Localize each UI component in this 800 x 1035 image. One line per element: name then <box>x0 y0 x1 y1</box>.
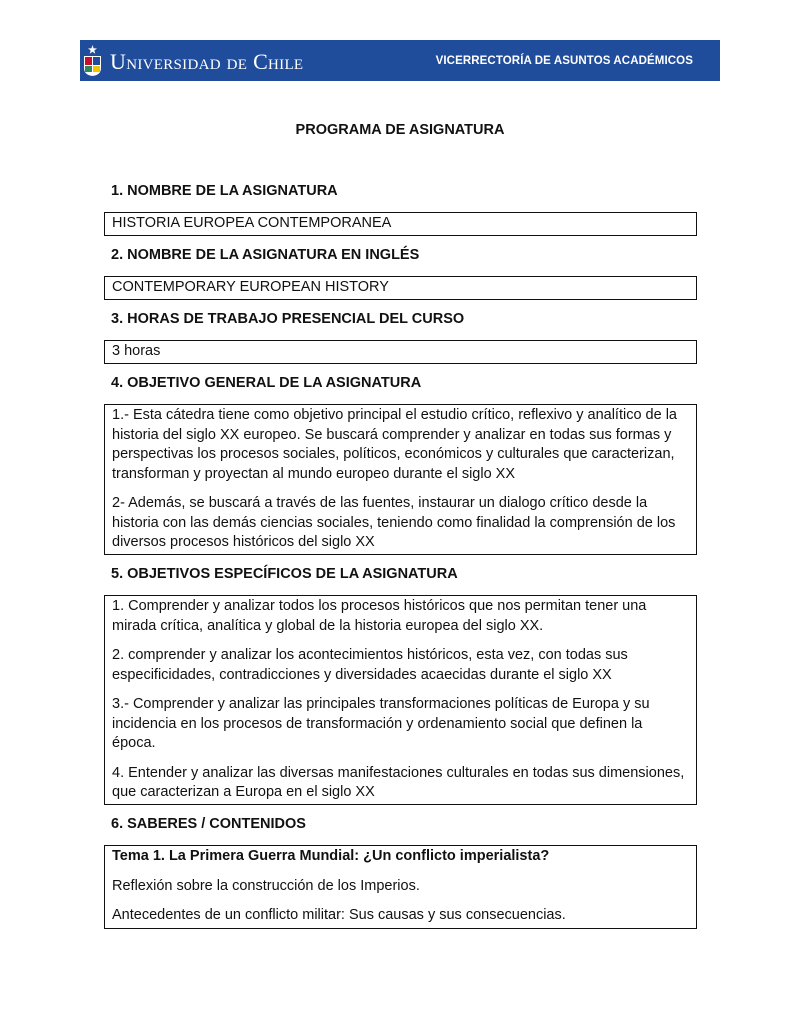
section-2-heading: 2. NOMBRE DE LA ASIGNATURA EN INGLÉS <box>111 247 420 263</box>
section-3-heading: 3. HORAS DE TRABAJO PRESENCIAL DEL CURSO <box>111 311 465 327</box>
section-2-box <box>104 276 697 300</box>
header-banner <box>80 40 720 81</box>
vicerrectoria-label: VICERRECTORÍA DE ASUNTOS ACADÉMICOS <box>435 55 693 67</box>
section-4-paragraph: 1.- Esta cátedra tiene como objetivo principal el estudio crítico, reflexivo y analítico de la historia del siglo XX europeo. Se buscará comprender y analizar en todas sus formas y perspectivas los procesos sociales, políticos, económicos y culturales que caracterizan, transforman y proyectan al mundo europeo durante el siglo XX <box>112 407 677 482</box>
document-title: PROGRAMA DE ASIGNATURA <box>295 122 505 138</box>
section-3-value: 3 horas <box>112 343 161 359</box>
section-4-paragraph: 2- Además, se buscará a través de las fuentes, instaurar un dialogo crítico desde la historia con las demás ciencias sociales, teniendo como finalidad la comprensión de los diversos procesos históricos del siglo XX <box>112 495 676 550</box>
section-5-box <box>104 595 697 805</box>
section-6-box <box>104 845 697 929</box>
section-3-box <box>104 340 697 364</box>
section-5-paragraph: 1. Comprender y analizar todos los procesos históricos que nos permitan tener una mirada crítica, analítica y global de la historia europea del siglo XX. <box>112 598 647 634</box>
section-5-heading: 5. OBJETIVOS ESPECÍFICOS DE LA ASIGNATURA <box>111 566 458 582</box>
section-4-box <box>104 404 697 555</box>
section-5-paragraph: 4. Entender y analizar las diversas manifestaciones culturales en todas sus dimensiones, que caracterizan a Europa en el siglo XX <box>112 764 685 800</box>
section-1-heading: 1. NOMBRE DE LA ASIGNATURA <box>111 183 338 199</box>
section-6-heading: 6. SABERES / CONTENIDOS <box>111 816 306 832</box>
section-6-paragraph: Reflexión sobre la construcción de los Imperios. <box>112 877 420 894</box>
section-1-box <box>104 212 697 236</box>
university-name: Universidad de Chile <box>110 49 304 74</box>
section-6-paragraph: Antecedentes de un conflicto militar: Sus causas y sus consecuencias. <box>112 907 566 923</box>
university-crest-icon <box>83 44 102 77</box>
section-2-value: CONTEMPORARY EUROPEAN HISTORY <box>112 279 389 295</box>
section-5-paragraph: 3.- Comprender y analizar las principales transformaciones políticas de Europa y su incidencia en los procesos de transformación y ordenamiento social que definen la época. <box>112 696 650 751</box>
section-1-value: HISTORIA EUROPEA CONTEMPORANEA <box>112 215 392 231</box>
section-5-paragraph: 2. comprender y analizar los acontecimientos históricos, esta vez, con todas sus especificidades, contradicciones y diversidades acaecidas durante el siglo XX <box>112 647 628 683</box>
topic-title: Tema 1. La Primera Guerra Mundial: ¿Un conflicto imperialista? <box>112 848 550 864</box>
section-4-heading: 4. OBJETIVO GENERAL DE LA ASIGNATURA <box>111 375 422 391</box>
